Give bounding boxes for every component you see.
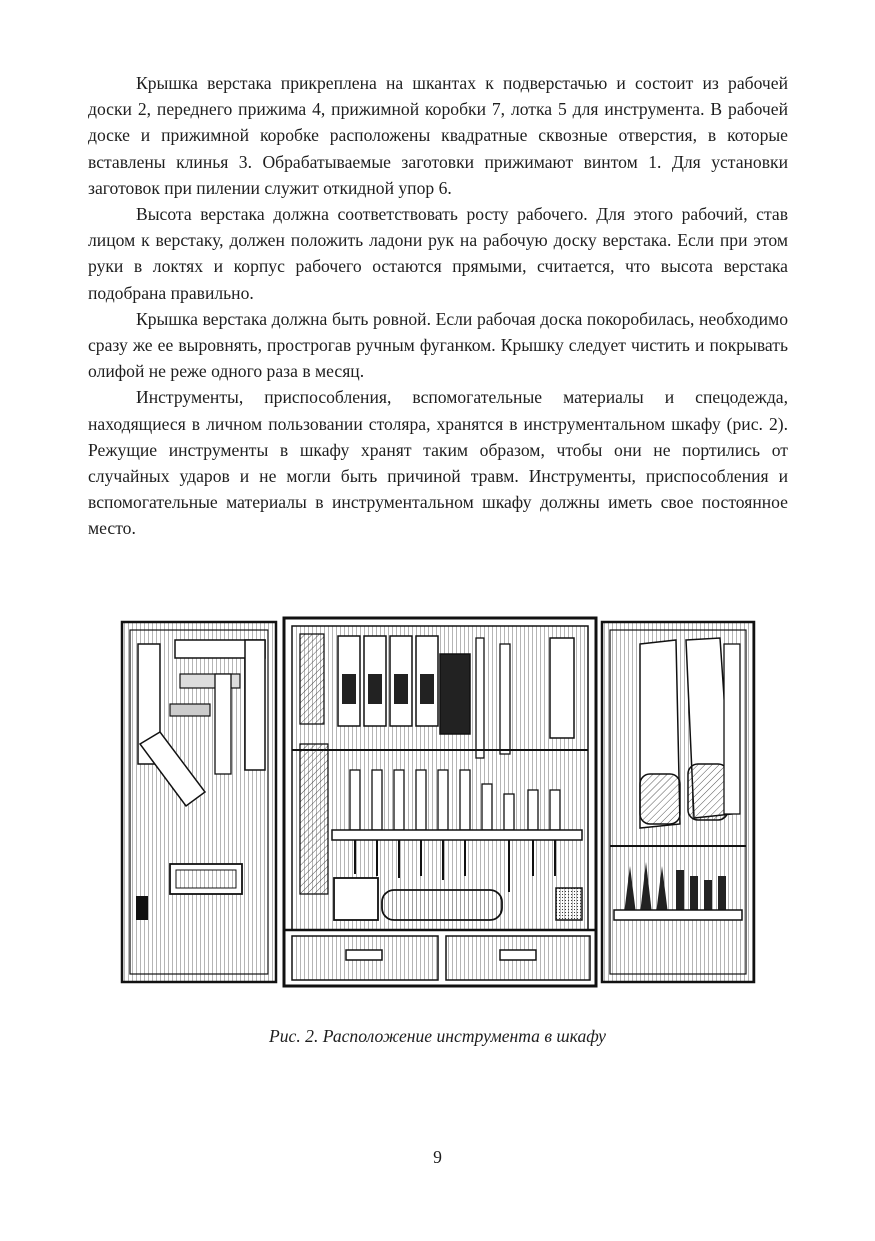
- paragraph-4: Инструменты, приспособления, вспомогательные материалы и спецодежда, находящиеся в личном пользовании столяра, хранятся в инструментальном шкафу (рис. 2). Режущие инструменты в шкафу хранят таким образом, чтобы они не портились от случайных ударов и не могли быть причиной травм. Инструменты, приспособления и вспомогательные материалы в инструментальном шкафу должны иметь свое постоянное место.: [88, 387, 788, 539]
- page-number: 9: [433, 1147, 442, 1167]
- paragraph-3: Крышка верстака должна быть ровной. Если рабочая доска покоробилась, необходимо сразу же ее выровнять, прострогав ручным фуганком. Крышку следует чистить и покрывать олифой не реже одного раза в месяц.: [88, 308, 788, 382]
- left-door: [122, 622, 276, 982]
- body-text: [88, 70, 788, 542]
- cabinet-body: [284, 618, 596, 986]
- paragraph-1: Крышка верстака прикреплена на шкантах к подверстачью и состоит из рабочей доски 2, переднего прижима 4, прижимной коробки 7, лотка 5 для инструмента. В рабочей доске и прижимной коробке расположены квадратные сквозные отверстия, в которые вставлены клинья 3. Обрабатываемые заготовки прижимают винтом 1. Для установки заготовок при пилении служит откидной упор 6.: [88, 73, 788, 198]
- paragraph-2: Высота верстака должна соответствовать росту рабочего. Для этого рабочий, став лицом к верстаку, должен положить ладони рук на рабочую доску верстака. Если при этом руки в локтях и корпус рабочего остаются прямыми, считается, что высота верстака подобрана правильно.: [88, 204, 788, 303]
- right-door: [602, 622, 754, 982]
- tool-cabinet-illustration: [120, 614, 756, 990]
- figure-caption: Рис. 2. Расположение инструмента в шкафу: [269, 1026, 606, 1046]
